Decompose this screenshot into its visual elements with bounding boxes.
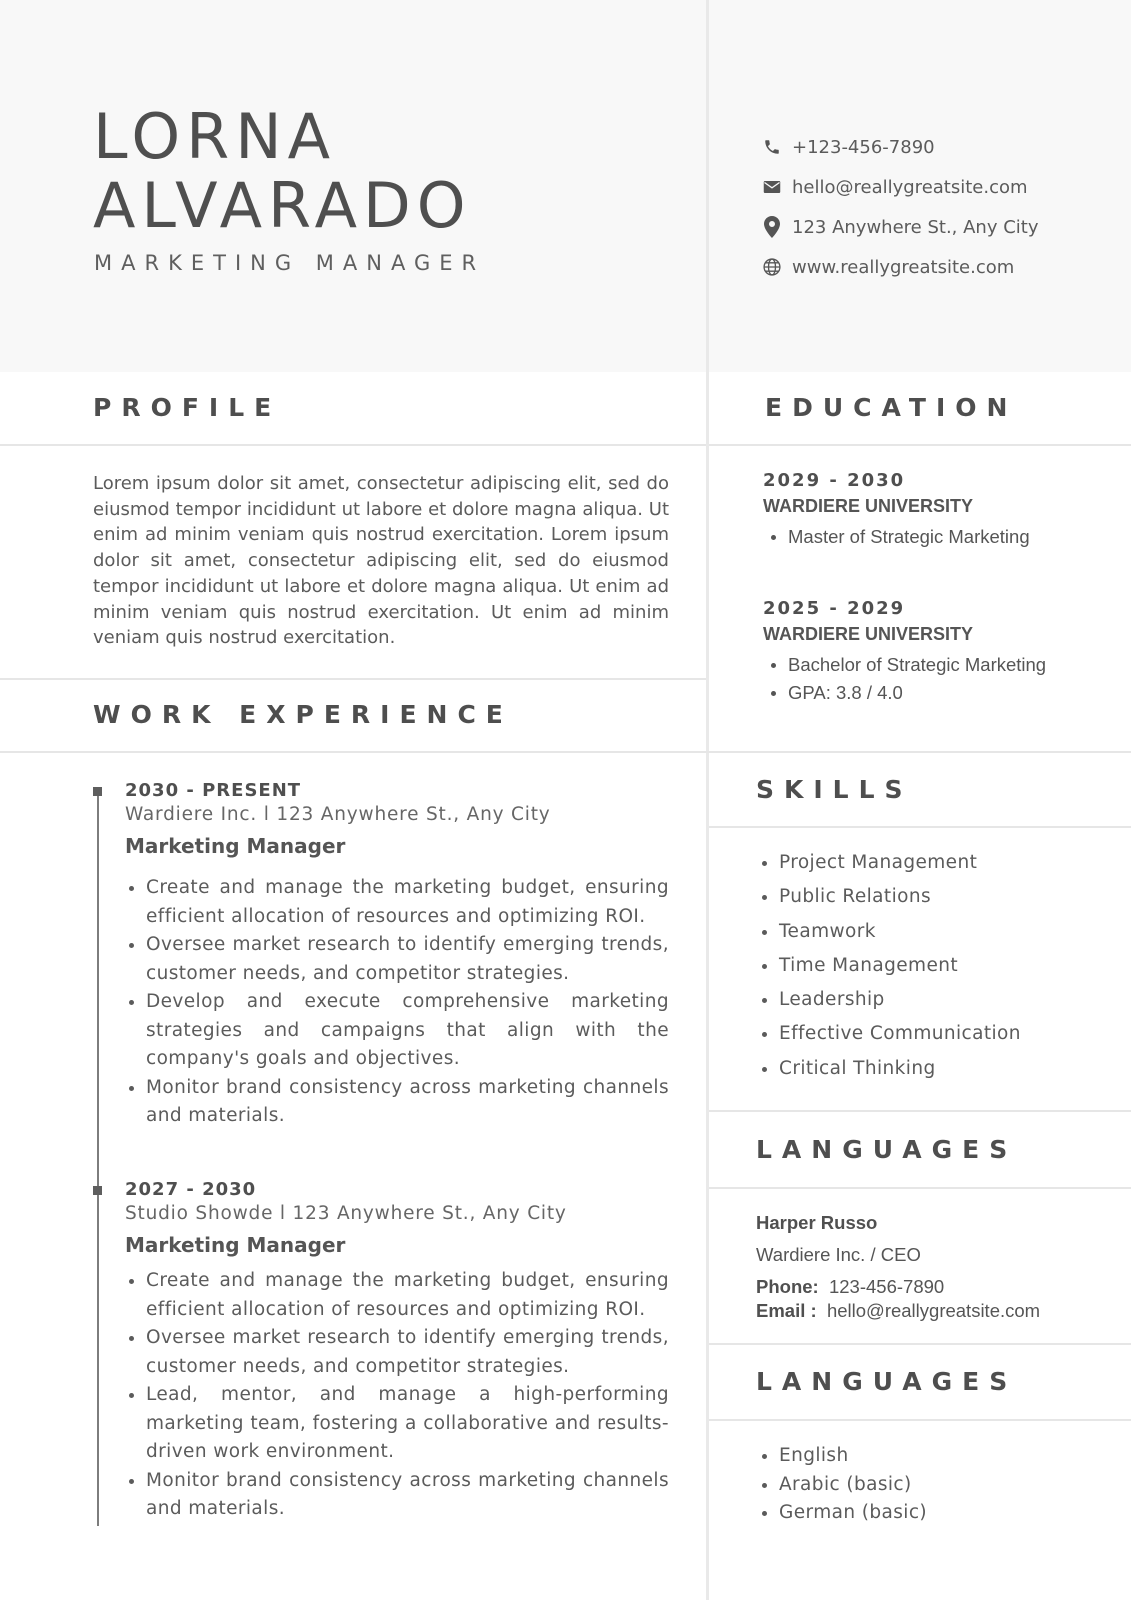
email-text[interactable]: hello@reallygreatsite.com xyxy=(792,176,1028,198)
reference-position: Wardiere Inc. / CEO xyxy=(756,1244,921,1265)
last-name: ALVARADO xyxy=(93,169,472,242)
job-bullet: Create and manage the marketing budget, ensuring efficient allocation of resources and optimizing ROI. xyxy=(146,874,669,931)
languages-divider xyxy=(709,1419,1131,1421)
job-company: Wardiere Inc. l 123 Anywhere St., Any City xyxy=(125,804,551,825)
job-bullet: Monitor brand consistency across marketing channels and materials. xyxy=(146,1074,669,1131)
timeline-marker xyxy=(93,787,102,796)
skill-item: Public Relations xyxy=(779,880,1021,914)
timeline-line xyxy=(97,790,99,1526)
education-school: WARDIERE UNIVERSITY xyxy=(763,496,974,516)
work-top-divider xyxy=(0,678,706,680)
work-heading: WORK EXPERIENCE xyxy=(93,700,513,729)
languages-heading: LANGUAGES xyxy=(756,1367,1018,1396)
education-years: 2025 - 2029 xyxy=(763,598,906,619)
globe-icon xyxy=(762,257,782,277)
job-bullet: Create and manage the marketing budget, ensuring efficient allocation of resources and optimizing ROI. xyxy=(146,1267,669,1324)
reference-block xyxy=(756,1212,1126,1322)
education-heading: EDUCATION xyxy=(765,393,1018,422)
job-bullet: Oversee market research to identify emerging trends, customer needs, and competitor strategies. xyxy=(146,931,669,988)
skill-item: Project Management xyxy=(779,846,1021,880)
education-detail: Master of Strategic Marketing xyxy=(788,523,1123,551)
education-detail: Bachelor of Strategic Marketing xyxy=(788,651,1123,679)
education-detail: GPA: 3.8 / 4.0 xyxy=(788,679,1123,707)
skills-divider xyxy=(709,826,1131,828)
location-pin-icon xyxy=(762,217,782,237)
mail-icon xyxy=(762,177,782,197)
job-bullet: Lead, mentor, and manage a high-performing marketing team, fostering a collaborative and results-driven work environment. xyxy=(146,1381,669,1467)
job-title: MARKETING MANAGER xyxy=(94,251,486,275)
skill-item: Critical Thinking xyxy=(779,1052,1021,1086)
column-divider xyxy=(706,0,709,1600)
skills-list xyxy=(755,846,1021,1086)
contact-phone xyxy=(762,134,935,160)
reference-name: Harper Russo xyxy=(756,1212,878,1233)
languages-list xyxy=(755,1442,927,1528)
education-entry xyxy=(763,470,1123,551)
reference-phone-label: Phone: xyxy=(756,1276,819,1297)
reference-bottom-divider xyxy=(709,1343,1131,1345)
education-years: 2029 - 2030 xyxy=(763,470,906,491)
profile-heading: PROFILE xyxy=(93,393,282,422)
job-bullet: Monitor brand consistency across marketing channels and materials. xyxy=(146,1467,669,1524)
language-item: German (basic) xyxy=(779,1499,927,1528)
language-item: Arabic (basic) xyxy=(779,1471,927,1500)
job-entry xyxy=(125,1179,669,1524)
work-divider xyxy=(0,751,1131,753)
profile-text: Lorem ipsum dolor sit amet, consectetur adipiscing elit, sed do eiusmod tempor incididunt ut labore et dolore magna aliqua. Ut enim ad minim veniam quis nostrud exercitation. Lorem ipsum dolor sit amet, consectetur adipiscing elit, sed do eiusmod tempor incididunt ut labore et dolore magna aliqua. Ut enim ad minim veniam quis nostrud exercitation. Ut enim ad minim veniam quis nostrud exercitation. xyxy=(93,473,669,649)
education-divider xyxy=(709,444,1131,446)
job-entry xyxy=(125,780,669,1131)
reference-heading: LANGUAGES xyxy=(756,1135,1018,1164)
website-text[interactable]: www.reallygreatsite.com xyxy=(792,256,1015,278)
job-bullet: Oversee market research to identify emerging trends, customer needs, and competitor strategies. xyxy=(146,1324,669,1381)
skills-bottom-divider xyxy=(709,1110,1131,1112)
education-entry xyxy=(763,598,1123,707)
reference-email-label: Email : xyxy=(756,1300,817,1321)
job-years: 2027 - 2030 xyxy=(125,1179,257,1200)
language-item: English xyxy=(779,1442,927,1471)
reference-email-row xyxy=(756,1300,1126,1322)
skill-item: Leadership xyxy=(779,983,1021,1017)
first-name: LORNA xyxy=(93,100,337,173)
phone-text[interactable]: +123-456-7890 xyxy=(792,136,935,158)
skills-heading: SKILLS xyxy=(756,775,913,804)
job-role: Marketing Manager xyxy=(125,1233,346,1257)
contact-address xyxy=(762,214,1038,240)
job-bullets xyxy=(125,1267,669,1524)
education-school: WARDIERE UNIVERSITY xyxy=(763,624,974,644)
contact-website xyxy=(762,254,1014,280)
skill-item: Effective Communication xyxy=(779,1017,1021,1051)
job-company: Studio Showde l 123 Anywhere St., Any City xyxy=(125,1203,567,1224)
job-bullets xyxy=(125,874,669,1131)
profile-divider xyxy=(0,444,706,446)
reference-phone[interactable]: 123-456-7890 xyxy=(828,1276,945,1297)
education-details xyxy=(763,651,1123,707)
skill-item: Time Management xyxy=(779,949,1021,983)
job-years: 2030 - PRESENT xyxy=(125,780,302,801)
address-text: 123 Anywhere St., Any City xyxy=(792,216,1039,238)
skill-item: Teamwork xyxy=(779,915,1021,949)
phone-icon xyxy=(762,137,782,157)
timeline-marker xyxy=(93,1186,102,1195)
job-role: Marketing Manager xyxy=(125,834,346,858)
reference-email[interactable]: hello@reallygreatsite.com xyxy=(826,1300,1041,1321)
reference-phone-row xyxy=(756,1276,1126,1298)
education-details xyxy=(763,523,1123,551)
contact-email xyxy=(762,174,1028,200)
reference-divider xyxy=(709,1187,1131,1189)
job-bullet: Develop and execute comprehensive marketing strategies and campaigns that align with the company's goals and objectives. xyxy=(146,988,669,1074)
